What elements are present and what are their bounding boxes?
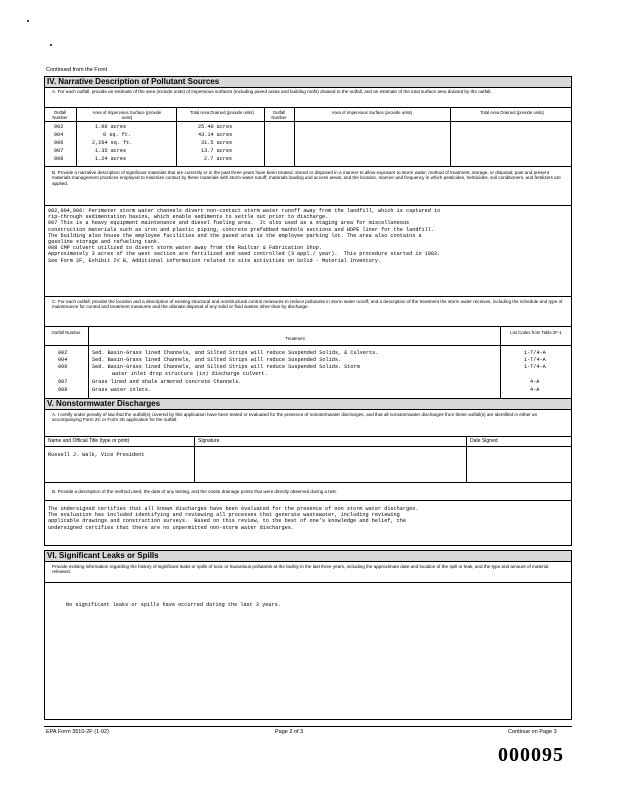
section-v-instruction-b: B. Provide a description of the method used, the date of any testing, and the onsite drainage points that were directly observed during a test.	[52, 489, 337, 494]
narrative-line: applicable drawings and construction surveys. Based on this review, to the best of one's knowledge and belief, the	[48, 518, 406, 525]
narrative-b-text	[48, 208, 440, 264]
impervious-area: 2,264 sq. ft.	[92, 140, 133, 146]
outfall-number: 002	[54, 124, 64, 130]
treatment-text: Sed. Basin-Grass lined Channels, and Silted Strips will reduce Suspended Solids. Storm	[92, 364, 360, 370]
treatment-outfall: 008	[58, 387, 68, 393]
treatment-outfall: 002	[58, 350, 68, 356]
narrative-line: undersigned certifies that there are no unpermitted non-storm water discharges.	[48, 524, 294, 531]
treatment-outfall: 007	[58, 379, 68, 385]
narrative-line: construction materials such as iron and plastic piping, concrete prefabbed manhole sections and HDPE liner for the landfill.	[48, 226, 435, 233]
section-v-title: V. Nonstormwater Discharges	[44, 398, 572, 410]
treatment-codes: 1-T/4-A	[524, 357, 546, 363]
impervious-area: 1.35 acres	[95, 148, 127, 154]
continue-note: Continue on Page 3	[508, 729, 557, 735]
impervious-area: 0 sq. ft.	[103, 132, 132, 138]
page-number: Page 2 of 3	[275, 729, 304, 735]
section-iv-instruction-c: C. For each outfall, provide the location and a description of existing structural and nonstructural control measures to reduce pollutants in storm water runoff; and a description of the treatment the storm water receives, including the schedule and type of maintenance for control and treatment measures and the ultimate disposal of any solid or fluid wastes other than by discharge.	[52, 299, 563, 310]
section-vi-title: VI. Significant Leaks or Spills	[44, 550, 572, 562]
section-iv-instruction-a: A. For each outfall, provide an estimate of the area (include units) of impervious surfaces (including paved areas and building roofs) drained to the outfall, and an estimate of the total surface area drained by the outfall.	[52, 89, 492, 94]
narrative-line: See Form 2F, Exhibit IV B, Additional information related to site activities on Solid - Material Inventory.	[48, 257, 382, 264]
total-area: 13.7 acres	[201, 148, 233, 154]
col-header-outfall-number: Outfall Number	[52, 110, 68, 120]
form-number: EPA Form 3510-2F (1-92)	[46, 729, 109, 735]
col-header-table-codes: List Codes from Table 2F-1	[510, 330, 562, 335]
treatment-text: Sed. Basin-Grass lined Channels, and Silted Strips will reduce Suspended Solids.	[92, 357, 342, 363]
treatment-codes: 1-T/4-A	[524, 364, 546, 370]
signature-label: Signature	[198, 438, 220, 444]
col-header-total-area: Total Area Drained (provide units)	[190, 110, 254, 115]
outfall-number: 006	[54, 140, 64, 146]
treatment-text: Sed. Basin-Grass lined Channels, and Silted Strips will reduce Suspended Solids, & Culverts.	[92, 350, 379, 356]
leaks-spills-text: No significant leaks or spills have occurred during the last 3 years.	[66, 602, 281, 608]
col-header-treatment: Treatment	[285, 336, 305, 341]
narrative-line: The building also house the employee facilities and the paved area is the employee parking lot. The area also contains a	[48, 232, 422, 239]
date-signed-label: Date Signed	[470, 438, 498, 444]
section-vi-frame	[44, 560, 572, 720]
section-vi-instruction: Provide existing information regarding the history of significant leaks or spills of toxic or hazardous pollutants at the facility in the last three years, including the approximate date and location of the spill or leak, and the type and amount of material released.	[52, 564, 549, 575]
name-title-label: Name and Official Title (type or print)	[48, 438, 130, 444]
outfall-number: 008	[54, 156, 64, 162]
treatment-text: Grass lined and shale armored concrete Channels.	[92, 379, 242, 385]
col-header-total-area-2: Total Area Drained (provide units)	[480, 110, 544, 115]
narrative-line: 007 This is a heavy equipment maintenance and diesel fueling area. It also used as a staging area for miscellaneous	[48, 220, 410, 227]
impervious-area: 1.24 acres	[95, 156, 127, 162]
narrative-line: 002,004,006: Perimeter storm water channels divert non-contact storm water runoff away from the landfill, which is captured in	[48, 208, 441, 214]
narrative-line: 008 CMP culvert utilized to divert storm water away from the Railcar & Fabrication Shop.	[48, 245, 322, 252]
bates-number: 000095	[498, 744, 564, 766]
narrative-line: The evaluation has included identifying and reviewing all processes that generate wastewater, including reviewing	[48, 512, 400, 519]
scan-speck	[50, 44, 52, 46]
treatment-outfall: 006	[58, 364, 68, 370]
col-header-outfall-number: Outfall Number	[51, 330, 81, 335]
outfall-number: 007	[54, 148, 64, 154]
section-v-instruction-a: A. I certify under penalty of law that the outfall(s) covered by this application have been tested or evaluated for the presence of nonstormwater discharges, and that all nonstormwater discharges from these outfall(s) are identified in either an accompanying Form 2C or Form 2E application for the outfall.	[52, 412, 538, 423]
outfall-number: 004	[54, 132, 64, 138]
treatment-text: water inlet drop structure (in) discharge culvert.	[112, 371, 268, 377]
narrative-line: Approximately 3 acres of the west section are fertilized and seed controlled (3 appl./ year). This procedure started in 1983.	[48, 251, 441, 258]
name-title-value: Russell J. Walk, Vice President	[48, 452, 145, 458]
impervious-area: 1.00 acres	[95, 124, 127, 130]
col-header-impervious-area-2: Area of Impervious Surface (provide units)	[331, 110, 413, 115]
total-area: 31.5 acres	[201, 140, 233, 146]
treatment-outfall: 004	[58, 357, 68, 363]
treatment-codes: 1-T/4-A	[524, 350, 546, 356]
section-iv-title: IV. Narrative Description of Pollutant Sources	[44, 76, 572, 88]
treatment-codes: 4-A	[530, 387, 540, 393]
narrative-line: gasoline storage and refueling tank.	[48, 239, 161, 246]
narrative-line: rip-through sedimentation basins, which enable sediments to settle out prior to discharge.	[48, 214, 329, 221]
continued-from-front: Continued from the Front	[46, 67, 108, 73]
section-iv-instruction-b: B. Provide a narrative description of significant materials that are currently or in the past three years have been treated, stored or disposed in a manner to allow exposure to storm water; method of treatment, storage, or disposal; past and present materials management practices employed to minimize contact by these materials with storm water runoff; materials loading and access areas; and the location, manner and frequency in which pesticides, herbicides, soil conditioners, and fertilizers are applied.	[52, 170, 561, 186]
narrative-line: The undersigned certifies that all known discharges have been evaluated for the presence of non storm water discharges.	[48, 506, 419, 512]
section-v-narrative	[48, 506, 418, 531]
treatment-codes: 4-A	[530, 379, 540, 385]
treatment-text: Grass water inlets.	[92, 387, 152, 393]
total-area: 2.7 acres	[204, 156, 233, 162]
col-header-outfall-number-2: Outfall Number	[271, 110, 287, 120]
total-area: 43.14 acres	[198, 132, 233, 138]
scan-speck	[27, 20, 29, 22]
col-header-impervious-area: Area of Impervious Surface (provide units)	[92, 110, 162, 120]
total-area: 25.40 acres	[198, 124, 233, 130]
